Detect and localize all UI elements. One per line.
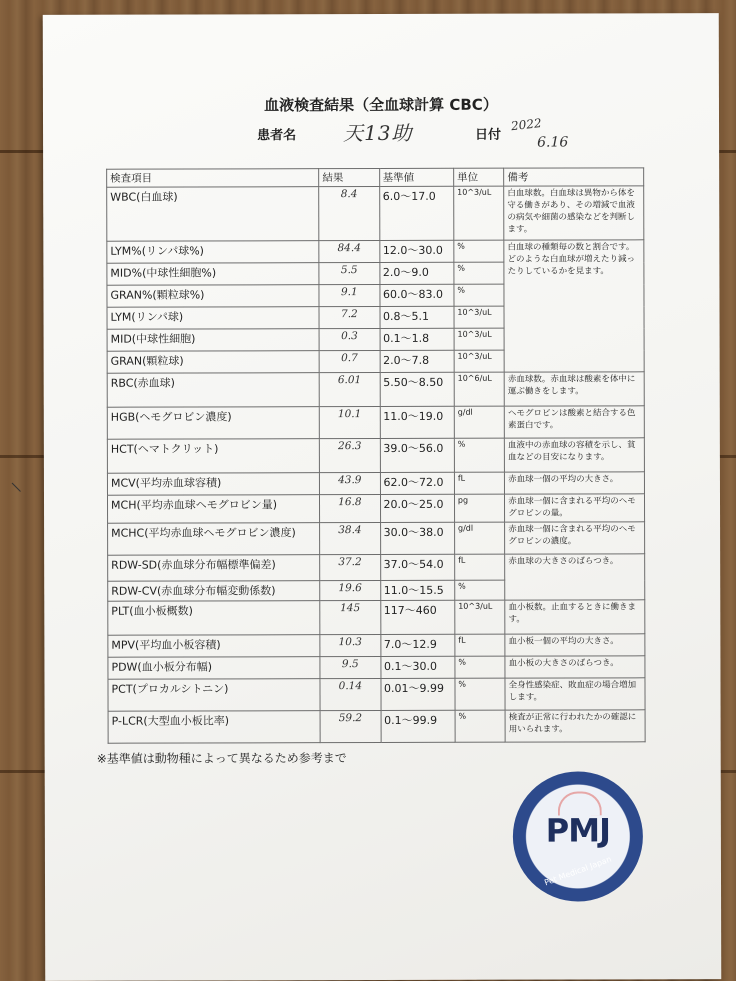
table-row (108, 710, 645, 743)
note-cell: 赤血球一個に含まれる平均のヘモグロビンの量。 (505, 494, 645, 522)
result-value-cell: 7.2 (319, 307, 379, 329)
test-item-cell: LYM(リンパ球) (107, 307, 319, 330)
note-cell: 検査が正常に行われたかの確認に用いられます。 (505, 710, 645, 742)
reference-range-cell: 7.0～12.9 (380, 634, 454, 656)
note-cell: 全身性感染症、敗血症の場合増加します。 (505, 678, 645, 710)
reference-range-cell: 37.0～54.0 (380, 554, 454, 580)
unit-cell: % (455, 710, 505, 742)
result-value-cell: 9.1 (319, 285, 379, 307)
result-value-cell: 10.1 (319, 407, 379, 439)
reference-range-cell: 62.0～72.0 (380, 472, 454, 494)
unit-cell: fL (455, 634, 505, 656)
test-item-cell: RDW-SD(赤血球分布幅標準偏差) (108, 555, 320, 582)
table-row (108, 600, 645, 635)
test-item-cell: MCV(平均赤血球容積) (107, 473, 319, 496)
unit-cell: 10^3/uL (454, 306, 504, 328)
header-item: 検査項目 (107, 169, 319, 188)
result-value-cell: 6.01 (319, 373, 379, 407)
unit-cell: fL (454, 472, 504, 494)
result-value-cell: 0.14 (320, 679, 380, 711)
test-item-cell: RDW-CV(赤血球分布幅変動係数) (108, 581, 320, 602)
test-item-cell: HCT(ヘマトクリット) (107, 439, 319, 474)
date-year-handwritten: 2022 (510, 116, 543, 134)
reference-range-cell: 5.50～8.50 (380, 372, 454, 406)
report-title: 血液検査結果（全血球計算 CBC） (264, 95, 498, 115)
note-cell: 血小板一個の平均の大きさ。 (505, 634, 645, 656)
test-item-cell: HGB(ヘモグロビン濃度) (107, 407, 319, 440)
logo-main-text: PMJ (545, 811, 611, 850)
table-row (108, 678, 645, 711)
header-reference: 基準値 (379, 168, 453, 186)
reference-range-cell: 0.8～5.1 (380, 306, 454, 328)
result-value-cell: 19.6 (320, 581, 380, 601)
result-value-cell: 0.7 (319, 351, 379, 373)
test-item-cell: PDW(血小板分布幅) (108, 657, 320, 680)
unit-cell: 10^3/uL (455, 600, 505, 634)
header-unit: 単位 (454, 168, 504, 186)
result-value-cell: 59.2 (320, 711, 380, 743)
note-cell: 赤血球の大きさのばらつき。 (505, 554, 645, 600)
reference-range-cell: 60.0～83.0 (379, 284, 453, 306)
test-item-cell: RBC(赤血球) (107, 373, 319, 408)
footer-note: ※基準値は動物種によって異なるため参考まで (96, 751, 347, 766)
unit-cell: pg (454, 494, 504, 522)
note-cell: 赤血球一個の平均の大きさ。 (505, 472, 645, 494)
table-body (107, 186, 645, 743)
test-item-cell: GRAN%(顆粒球%) (107, 285, 319, 308)
reference-range-cell: 11.0～15.5 (380, 580, 454, 600)
table-row (108, 634, 645, 657)
reference-range-cell: 39.0～56.0 (380, 438, 454, 472)
result-value-cell: 84.4 (319, 241, 379, 263)
cbc-results-table (106, 167, 646, 743)
reference-range-cell: 11.0～19.0 (380, 406, 454, 438)
result-value-cell: 8.4 (319, 187, 379, 241)
result-value-cell: 43.9 (320, 473, 380, 495)
test-item-cell: LYM%(リンパ球%) (107, 241, 319, 264)
unit-cell: % (454, 284, 504, 306)
result-value-cell: 145 (320, 601, 380, 635)
unit-cell: g/dl (454, 406, 504, 438)
test-item-cell: MID(中球性細胞) (107, 329, 319, 352)
unit-cell: fL (455, 554, 505, 580)
unit-cell: % (455, 656, 505, 678)
result-value-cell: 26.3 (320, 439, 380, 473)
table-row (107, 472, 644, 495)
unit-cell: 10^3/uL (454, 186, 504, 240)
date-label: 日付 (475, 127, 502, 143)
patient-name-label: 患者名 (257, 128, 297, 144)
result-value-cell: 0.3 (319, 329, 379, 351)
test-item-cell: PLT(血小板概数) (108, 601, 320, 636)
reference-range-cell: 0.1～30.0 (380, 656, 454, 678)
test-item-cell: WBC(白血球) (107, 187, 319, 242)
logo-sub-text: Pet Medical Japan (543, 854, 613, 888)
unit-cell: g/dl (454, 522, 504, 554)
unit-cell: 10^6/uL (454, 372, 504, 406)
reference-range-cell: 0.01～9.99 (380, 678, 454, 710)
note-cell: 赤血球数。赤血球は酸素を体中に運ぶ働きをします。 (504, 372, 644, 406)
unit-cell: 10^3/uL (454, 328, 504, 350)
result-value-cell: 10.3 (320, 635, 380, 657)
table-row (108, 656, 645, 679)
reference-range-cell: 6.0～17.0 (379, 186, 454, 240)
unit-cell: % (455, 580, 505, 600)
table-row (107, 240, 644, 263)
note-cell: 血小板の大きさのばらつき。 (505, 656, 645, 678)
test-item-cell: PCT(プロカルシトニン) (108, 679, 320, 712)
test-item-cell: MPV(平均血小板容積) (108, 635, 320, 658)
result-value-cell: 5.5 (319, 263, 379, 285)
note-cell: 白血球数。白血球は異物から体を守る働きがあり、その増減で血液の病気や細菌の感染などを判断します。 (504, 186, 644, 240)
header-result: 結果 (319, 169, 379, 187)
reference-range-cell: 20.0～25.0 (380, 494, 454, 522)
table-row (107, 406, 644, 439)
result-value-cell: 37.2 (320, 555, 380, 581)
patient-name-handwritten: 天13助 (343, 120, 413, 146)
header-note: 備考 (504, 168, 644, 186)
test-item-cell: P-LCR(大型血小板比率) (108, 711, 320, 744)
date-month-day-handwritten: 6.16 (537, 134, 569, 151)
reference-range-cell: 2.0～7.8 (380, 350, 454, 372)
reference-range-cell: 0.1～99.9 (381, 710, 455, 742)
pmj-logo (513, 771, 643, 901)
reference-range-cell: 0.1～1.8 (380, 328, 454, 350)
reference-range-cell: 2.0～9.0 (379, 262, 453, 284)
unit-cell: 10^3/uL (454, 350, 504, 372)
unit-cell: % (454, 240, 504, 262)
unit-cell: % (454, 438, 504, 472)
unit-cell: % (455, 678, 505, 710)
note-cell: ヘモグロビンは酸素と結合する色素蛋白です。 (504, 406, 644, 438)
note-cell: 血液中の赤血球の容積を示し、貧血などの目安になります。 (505, 438, 645, 472)
result-value-cell: 38.4 (320, 523, 380, 555)
note-cell: 白血球の種類毎の数と割合です。どのような白血球が増えたり減ったりしているかを見ます。 (504, 240, 644, 372)
reference-range-cell: 117～460 (380, 600, 454, 634)
test-item-cell: MID%(中球性細胞%) (107, 263, 319, 286)
test-item-cell: MCHC(平均赤血球ヘモグロビン濃度) (108, 523, 320, 556)
table-row (107, 438, 644, 473)
result-value-cell: 16.8 (320, 495, 380, 523)
table-row (107, 372, 644, 407)
unit-cell: % (454, 262, 504, 284)
test-item-cell: MCH(平均赤血球ヘモグロビン量) (107, 495, 319, 524)
result-value-cell: 9.5 (320, 657, 380, 679)
table-header-row (107, 168, 644, 187)
table-row (108, 522, 645, 555)
report-sheet (43, 13, 722, 981)
table-row (107, 186, 644, 241)
note-cell: 血小板数。止血するときに働きます。 (505, 600, 645, 634)
reference-range-cell: 30.0～38.0 (380, 522, 454, 554)
table-row (108, 554, 645, 581)
table-row (107, 494, 644, 523)
reference-range-cell: 12.0～30.0 (379, 240, 453, 262)
test-item-cell: GRAN(顆粒球) (107, 351, 319, 374)
note-cell: 赤血球一個に含まれる平均のヘモグロビンの濃度。 (505, 522, 645, 554)
